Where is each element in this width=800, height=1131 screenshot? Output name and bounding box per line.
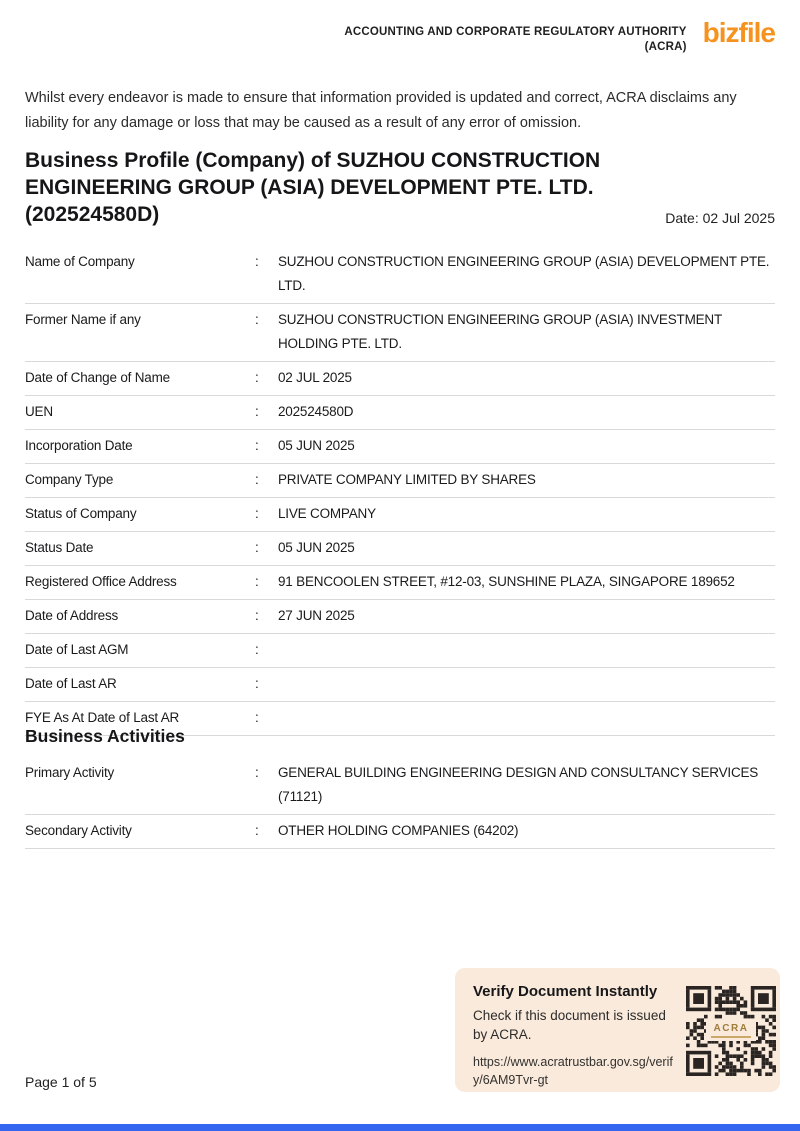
- table-row: [25, 757, 775, 815]
- table-row: [25, 600, 775, 634]
- footer-bar: [0, 1124, 800, 1131]
- section-heading-business-activities: Business Activities: [25, 726, 185, 746]
- profile-table: [25, 246, 775, 736]
- row-label: Status Date: [25, 540, 94, 555]
- row-colon: :: [255, 254, 259, 269]
- qr-code: [686, 986, 776, 1076]
- row-value: PRIVATE COMPANY LIMITED BY SHARES: [278, 472, 536, 487]
- row-colon: :: [255, 506, 259, 521]
- page-number: Page 1 of 5: [25, 1074, 97, 1090]
- row-value: 02 JUL 2025: [278, 370, 352, 385]
- row-colon: :: [255, 710, 259, 725]
- table-row: [25, 566, 775, 600]
- acra-logo-text: ACRA: [713, 1022, 749, 1034]
- bizfile-logo: bizfile: [702, 17, 775, 48]
- table-row: [25, 464, 775, 498]
- row-colon: :: [255, 472, 259, 487]
- row-label: Date of Last AR: [25, 676, 117, 691]
- row-value: [278, 672, 775, 696]
- row-label: UEN: [25, 404, 53, 419]
- row-label: FYE As At Date of Last AR: [25, 710, 180, 725]
- row-label: Secondary Activity: [25, 823, 132, 838]
- row-colon: :: [255, 608, 259, 623]
- authority-line-2: (ACRA): [644, 41, 687, 53]
- row-value: SUZHOU CONSTRUCTION ENGINEERING GROUP (ASIA) DEVELOPMENT PTE. LTD.: [278, 254, 770, 293]
- row-label: Incorporation Date: [25, 438, 133, 453]
- row-label: Name of Company: [25, 254, 135, 269]
- authority-line-1: ACCOUNTING AND CORPORATE REGULATORY AUTHORITY: [344, 26, 687, 38]
- row-colon: :: [255, 312, 259, 327]
- row-colon: :: [255, 574, 259, 589]
- row-label: Date of Change of Name: [25, 370, 170, 385]
- title-block: [25, 147, 775, 229]
- row-label: Primary Activity: [25, 765, 115, 780]
- row-value: LIVE COMPANY: [278, 506, 376, 521]
- row-value: GENERAL BUILDING ENGINEERING DESIGN AND CONSULTANCY SERVICES (71121): [278, 765, 759, 804]
- row-colon: :: [255, 823, 259, 838]
- disclaimer-text: Whilst every endeavor is made to ensure that information provided is updated and correct, ACRA disclaims any liability for any damage or loss that may be caused as a result of any error of omission.: [25, 90, 737, 131]
- page-title-line-1: Business Profile (Company) of SUZHOU CONSTRUCTION: [25, 149, 601, 172]
- row-colon: :: [255, 540, 259, 555]
- verify-card: [455, 968, 780, 1092]
- verify-title: Verify Document Instantly: [473, 983, 658, 1000]
- row-label: Registered Office Address: [25, 574, 177, 589]
- document-header: [344, 18, 775, 55]
- row-colon: :: [255, 370, 259, 385]
- row-label: Date of Last AGM: [25, 642, 129, 657]
- row-colon: :: [255, 404, 259, 419]
- row-value: 27 JUN 2025: [278, 608, 355, 623]
- row-value: [278, 638, 775, 662]
- table-row: [25, 634, 775, 668]
- table-row: [25, 304, 775, 362]
- table-row: [25, 815, 775, 849]
- row-colon: :: [255, 676, 259, 691]
- table-row: [25, 430, 775, 464]
- date-label: Date: 02 Jul 2025: [665, 210, 775, 226]
- table-row: [25, 362, 775, 396]
- row-colon: :: [255, 438, 259, 453]
- table-row: [25, 246, 775, 304]
- verify-url-link[interactable]: https://www.acratrustbar.gov.sg/verify/6AM9Tvr-gt: [473, 1055, 673, 1087]
- authority-name: [344, 18, 686, 55]
- activities-table: [25, 757, 775, 849]
- row-colon: :: [255, 642, 259, 657]
- row-value: OTHER HOLDING COMPANIES (64202): [278, 823, 519, 838]
- row-value: 91 BENCOOLEN STREET, #12-03, SUNSHINE PLAZA, SINGAPORE 189652: [278, 574, 735, 589]
- page-title-line-3: (202524580D): [25, 203, 160, 226]
- row-label: Company Type: [25, 472, 114, 487]
- verify-text-column: [473, 983, 673, 1087]
- table-row: [25, 532, 775, 566]
- row-value: 05 JUN 2025: [278, 540, 355, 555]
- row-value: 202524580D: [278, 404, 354, 419]
- row-label: Status of Company: [25, 506, 137, 521]
- table-row: [25, 668, 775, 702]
- qr-center-label: [706, 1020, 756, 1041]
- verify-body: Check if this document is issued by ACRA.: [473, 1008, 666, 1042]
- row-label: Date of Address: [25, 608, 119, 623]
- business-activities-section: [25, 726, 775, 849]
- row-value: SUZHOU CONSTRUCTION ENGINEERING GROUP (ASIA) INVESTMENT HOLDING PTE. LTD.: [278, 312, 722, 351]
- acra-logo-subline: [711, 1036, 751, 1038]
- table-row: [25, 396, 775, 430]
- table-row: [25, 498, 775, 532]
- page-title-line-2: ENGINEERING GROUP (ASIA) DEVELOPMENT PTE. LTD.: [25, 176, 594, 199]
- row-value: 05 JUN 2025: [278, 438, 355, 453]
- row-label: Former Name if any: [25, 312, 141, 327]
- row-colon: :: [255, 765, 259, 780]
